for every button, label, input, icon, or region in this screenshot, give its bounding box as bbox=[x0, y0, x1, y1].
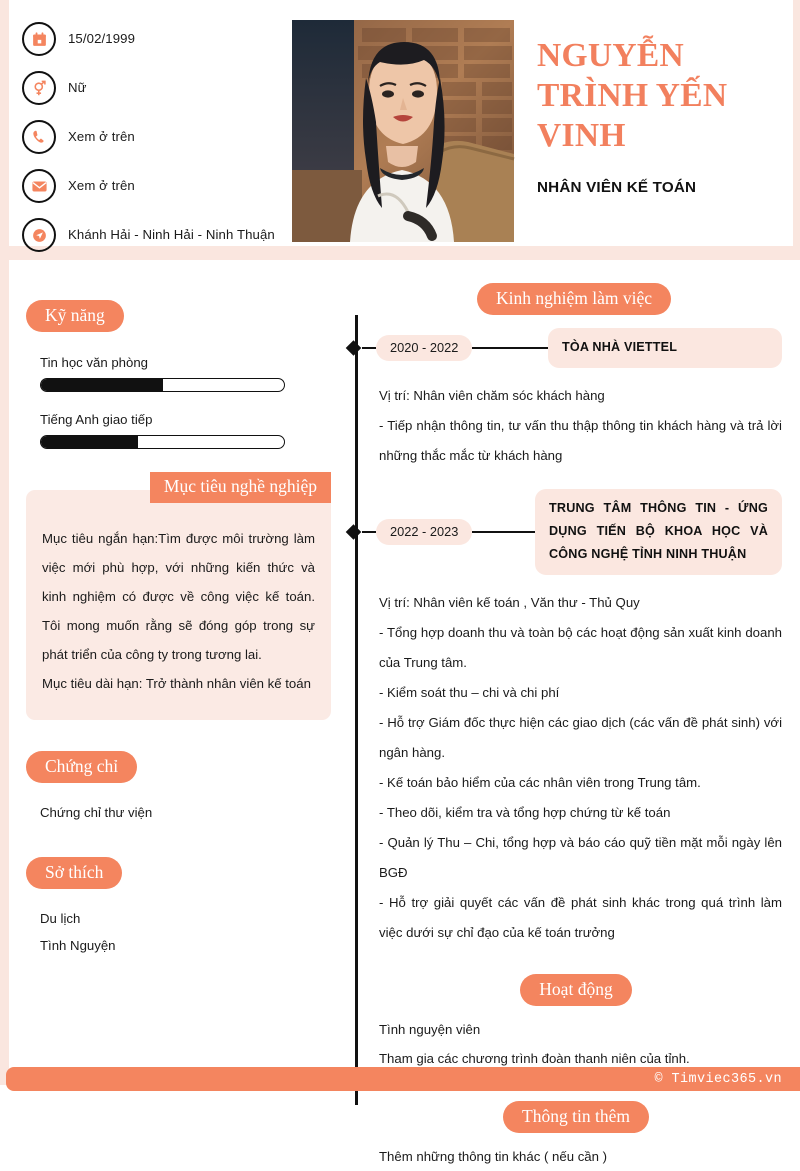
hobbies-list bbox=[26, 905, 336, 959]
contact-item-address bbox=[22, 218, 282, 252]
skill-bar bbox=[40, 378, 285, 392]
gender-icon bbox=[22, 71, 56, 105]
objective-paragraph: Mục tiêu ngắn hạn:Tìm được môi trường làm việc mới phù hợp, với những kiến thức và kinh nghiệm có được về công việc kế toán. Tôi mong muốn rằng sẽ đóng góp trong sự phát triển của công ty trong tương lai. bbox=[42, 531, 315, 663]
activities-section bbox=[352, 974, 782, 1073]
phone-icon bbox=[22, 120, 56, 154]
experience-period: 2020 - 2022 bbox=[376, 335, 472, 361]
activities-list bbox=[362, 1015, 782, 1073]
contact-value: Nữ bbox=[68, 80, 87, 95]
certificates-list bbox=[26, 799, 336, 826]
skill-bar-fill bbox=[41, 379, 163, 391]
calendar-icon bbox=[22, 22, 56, 56]
timeline-connector bbox=[362, 347, 376, 349]
list-item: Tình nguyện viên bbox=[379, 1022, 481, 1038]
footer-bar bbox=[6, 1067, 800, 1091]
footer-credit: © Timviec365.vn bbox=[654, 1071, 782, 1087]
activities-title-wrap bbox=[362, 974, 782, 1006]
name-block bbox=[537, 36, 789, 196]
hobbies-section bbox=[26, 857, 336, 959]
additional-list bbox=[362, 1142, 782, 1171]
experience-entry bbox=[352, 328, 782, 471]
timeline-connector bbox=[472, 531, 535, 533]
experience-line: - Theo dõi, kiểm tra và tổng hợp chứng từ kế toán bbox=[379, 805, 671, 821]
section-title-experience: Kinh nghiệm làm việc bbox=[477, 283, 671, 315]
experience-line: - Tổng hợp doanh thu và toàn bộ các hoạt động sản xuất kinh doanh của Trung tâm. bbox=[379, 625, 782, 671]
section-title-activities: Hoạt động bbox=[520, 974, 631, 1006]
contact-item-gender bbox=[22, 71, 282, 105]
certificates-section bbox=[26, 751, 336, 826]
list-item: Thêm những thông tin khác ( nếu cần ) bbox=[379, 1149, 608, 1165]
experience-title-wrap bbox=[352, 283, 782, 315]
contact-list bbox=[22, 22, 282, 267]
section-title-additional: Thông tin thêm bbox=[503, 1101, 649, 1133]
experience-period: 2022 - 2023 bbox=[376, 519, 472, 545]
skill-item bbox=[26, 355, 336, 392]
experience-entry bbox=[352, 489, 782, 948]
contact-item-phone bbox=[22, 120, 282, 154]
objective-section bbox=[26, 476, 331, 720]
timeline-marker-icon bbox=[346, 524, 362, 540]
skill-label: Tin học văn phòng bbox=[40, 355, 149, 371]
timeline-connector bbox=[472, 347, 548, 349]
timeline-connector bbox=[362, 531, 376, 533]
list-item: Du lịch bbox=[40, 911, 81, 927]
experience-line: - Kế toán bảo hiểm của các nhân viên trong Trung tâm. bbox=[379, 775, 701, 791]
experience-line: - Tiếp nhận thông tin, tư vấn thu thập thông tin khách hàng và trả lời những thắc mắc từ khách hàng bbox=[379, 418, 782, 464]
experience-line: - Quản lý Thu – Chi, tổng hợp và báo cáo quỹ tiền mặt mỗi ngày lên BGĐ bbox=[379, 835, 782, 881]
section-title-objective: Mục tiêu nghề nghiệp bbox=[150, 472, 331, 503]
skill-item bbox=[26, 412, 336, 449]
skill-bar bbox=[40, 435, 285, 449]
right-column bbox=[352, 283, 782, 1171]
experience-line: - Hỗ trợ Giám đốc thực hiện các giao dịch (các vấn đề phát sinh) với ngân hàng. bbox=[379, 715, 782, 761]
contact-value: Xem ở trên bbox=[68, 129, 135, 144]
experience-company: TRUNG TÂM THÔNG TIN - ỨNG DỤNG TIẾN BỘ KHOA HỌC VÀ CÔNG NGHỆ TỈNH NINH THUẬN bbox=[535, 489, 782, 575]
contact-value: Khánh Hải - Ninh Hải - Ninh Thuận bbox=[68, 227, 275, 242]
skill-bar-fill bbox=[41, 436, 138, 448]
experience-entry-body bbox=[352, 381, 782, 471]
contact-item-birthdate bbox=[22, 22, 282, 56]
objective-paragraph: Mục tiêu dài hạn: Trở thành nhân viên kế toán bbox=[42, 676, 311, 692]
section-title-certificates: Chứng chỉ bbox=[26, 751, 137, 783]
additional-title-wrap bbox=[362, 1101, 782, 1133]
skill-label: Tiếng Anh giao tiếp bbox=[40, 412, 153, 428]
experience-entry-body bbox=[352, 588, 782, 948]
experience-line: - Hỗ trợ giải quyết các vấn đề phát sinh khác trong quá trình làm việc dưới sự chỉ đạo của kế toán trưởng bbox=[379, 895, 782, 941]
experience-line: Vị trí: Nhân viên chăm sóc khách hàng bbox=[379, 388, 605, 404]
skills-section bbox=[26, 300, 336, 449]
contact-value: 15/02/1999 bbox=[68, 31, 136, 46]
experience-company: TÒA NHÀ VIETTEL bbox=[548, 328, 782, 368]
experience-entry-head bbox=[352, 489, 782, 575]
job-title: NHÂN VIÊN KẾ TOÁN bbox=[537, 179, 697, 196]
location-icon bbox=[22, 218, 56, 252]
list-item: Tình Nguyện bbox=[40, 938, 116, 954]
additional-section bbox=[352, 1101, 782, 1171]
email-icon bbox=[22, 169, 56, 203]
page-title: NGUYỄN TRÌNH YẾN VINH bbox=[537, 37, 728, 154]
list-item: Chứng chỉ thư viện bbox=[40, 805, 153, 821]
cv-header bbox=[0, 0, 800, 260]
experience-line: - Kiểm soát thu – chi và chi phí bbox=[379, 685, 560, 701]
experience-line: Vị trí: Nhân viên kế toán , Văn thư - Thủ Quy bbox=[379, 595, 640, 611]
contact-value: Xem ở trên bbox=[68, 178, 135, 193]
avatar bbox=[292, 20, 514, 242]
section-title-hobbies: Sở thích bbox=[26, 857, 122, 889]
left-column bbox=[26, 300, 336, 959]
list-item: Tham gia các chương trình đoàn thanh niên của tỉnh. bbox=[379, 1051, 690, 1067]
experience-entry-head bbox=[352, 328, 782, 368]
contact-item-email bbox=[22, 169, 282, 203]
section-title-skills: Kỹ năng bbox=[26, 300, 124, 332]
timeline-marker-icon bbox=[346, 340, 362, 356]
